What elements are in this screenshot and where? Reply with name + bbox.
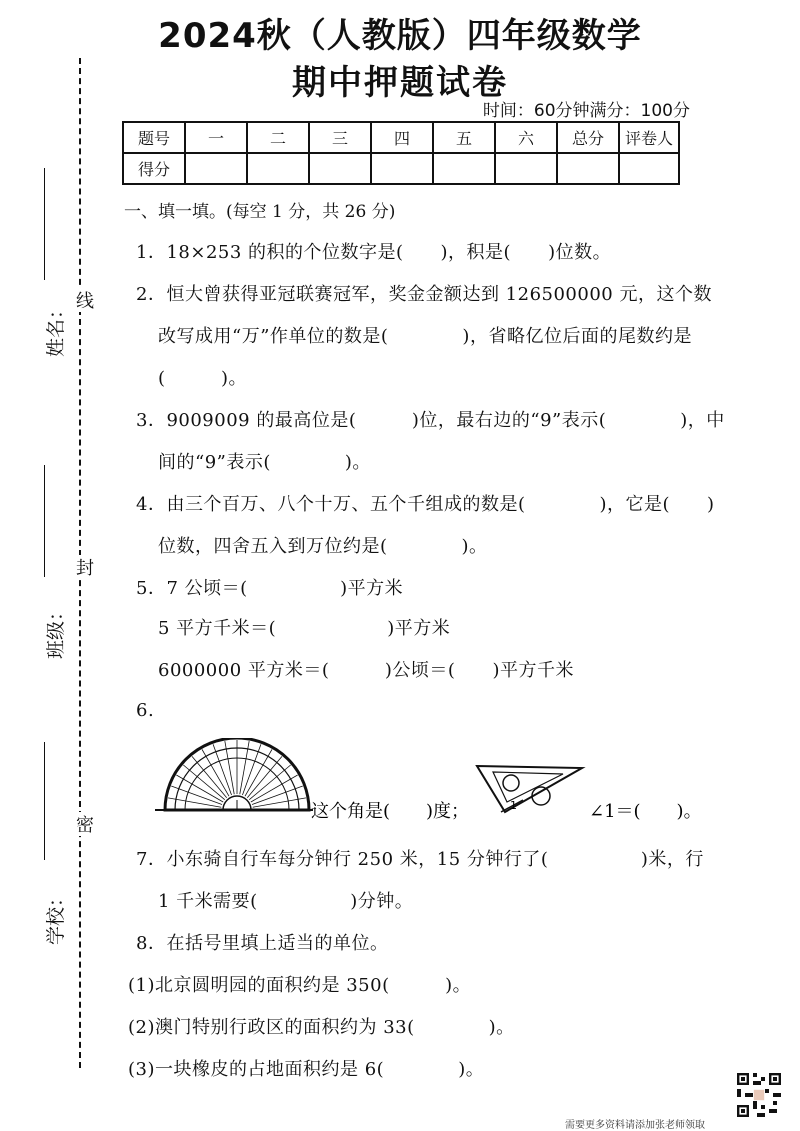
score-table-header-cell: 题号 xyxy=(123,122,185,153)
school-field-label: 学校： xyxy=(45,887,68,946)
score-table-header-cell: 五 xyxy=(433,122,495,153)
question-8-item-2: (2)澳门特别行政区的面积约为 33( )。 xyxy=(128,1017,515,1038)
question-8-item-1: (1)北京圆明园的面积约是 350( )。 xyxy=(128,975,472,996)
question-5-line-3: 6000000 平方米＝( )公顷＝( )平方千米 xyxy=(158,660,574,681)
question-6-number: 6. xyxy=(136,700,155,721)
score-table-header-cell: 评卷人 xyxy=(619,122,679,153)
score-cell[interactable] xyxy=(619,153,679,184)
score-cell[interactable] xyxy=(371,153,433,184)
name-field-line[interactable] xyxy=(44,168,45,280)
score-table-header-cell: 总分 xyxy=(557,122,619,153)
class-field-line[interactable] xyxy=(44,465,45,577)
question-5-line-2: 5 平方千米＝( )平方米 xyxy=(158,618,451,639)
score-table-header-cell: 三 xyxy=(309,122,371,153)
score-table-header-row xyxy=(123,122,679,153)
class-field-label: 班级： xyxy=(45,601,68,660)
time-and-score-info: 时间：60分钟满分：100分 xyxy=(482,101,690,121)
seal-char-xian: 线 xyxy=(70,288,96,312)
question-7-line-1: 7．小东骑自行车每分钟行 250 米，15 分钟行了( )米，行 xyxy=(136,849,704,870)
question-8-heading: 8．在括号里填上适当的单位。 xyxy=(136,933,389,954)
score-row-label: 得分 xyxy=(123,153,185,184)
seal-char-mi: 密 xyxy=(70,812,96,836)
qr-code-image xyxy=(737,1073,781,1117)
protractor-diagram xyxy=(155,738,313,810)
score-cell[interactable] xyxy=(557,153,619,184)
score-cell[interactable] xyxy=(495,153,557,184)
score-table-score-row xyxy=(123,153,679,184)
score-cell[interactable] xyxy=(247,153,309,184)
question-2-line-3: ( )。 xyxy=(158,368,248,389)
question-6-angle-text: 这个角是( )度； xyxy=(311,801,470,822)
score-cell[interactable] xyxy=(433,153,495,184)
question-7-line-2: 1 千米需要( )分钟。 xyxy=(158,891,414,912)
score-table-header-cell: 六 xyxy=(495,122,557,153)
question-3-line-2: 间的“9”表示( )。 xyxy=(158,452,371,473)
question-3-line-1: 3．9009009 的最高位是( )位，最右边的“9”表示( )，中 xyxy=(136,410,725,431)
score-cell[interactable] xyxy=(309,153,371,184)
score-table-header-cell: 四 xyxy=(371,122,433,153)
set-square-diagram xyxy=(477,766,582,812)
exam-title-line2: 期中押题试卷 xyxy=(292,63,508,103)
question-6-angle1-text: ∠1＝( )。 xyxy=(589,801,702,822)
question-8-item-3: (3)一块橡皮的占地面积约是 6( )。 xyxy=(128,1059,485,1080)
seal-char-feng: 封 xyxy=(70,555,96,579)
question-4-line-1: 4．由三个百万、八个十万、五个千组成的数是( )，它是( ) xyxy=(136,494,715,515)
school-field-line[interactable] xyxy=(44,742,45,860)
question-6-figure xyxy=(155,738,715,828)
score-table-header-cell: 一 xyxy=(185,122,247,153)
question-5-line-1: 5．7 公顷＝( )平方米 xyxy=(136,578,404,599)
score-table xyxy=(122,121,680,185)
footer-note: 需要更多资料请添加张老师领取 xyxy=(565,1120,705,1131)
question-2-line-2: 改写成用“万”作单位的数是( )，省略亿位后面的尾数约是 xyxy=(158,326,692,347)
score-table-header-cell: 二 xyxy=(247,122,309,153)
name-field-label: 姓名： xyxy=(45,299,68,358)
question-2-line-1: 2．恒大曾获得亚冠联赛冠军，奖金金额达到 126500000 元，这个数 xyxy=(136,284,712,305)
score-cell[interactable] xyxy=(185,153,247,184)
question-4-line-2: 位数，四舍五入到万位约是( )。 xyxy=(158,536,488,557)
section-heading: 一、填一填。(每空 1 分，共 26 分) xyxy=(124,202,396,222)
exam-title-line1: 2024秋（人教版）四年级数学 xyxy=(158,16,642,56)
question-1: 1．18×253 的积的个位数字是( )，积是( )位数。 xyxy=(136,242,612,263)
angle-1-label: 1 xyxy=(510,799,517,812)
